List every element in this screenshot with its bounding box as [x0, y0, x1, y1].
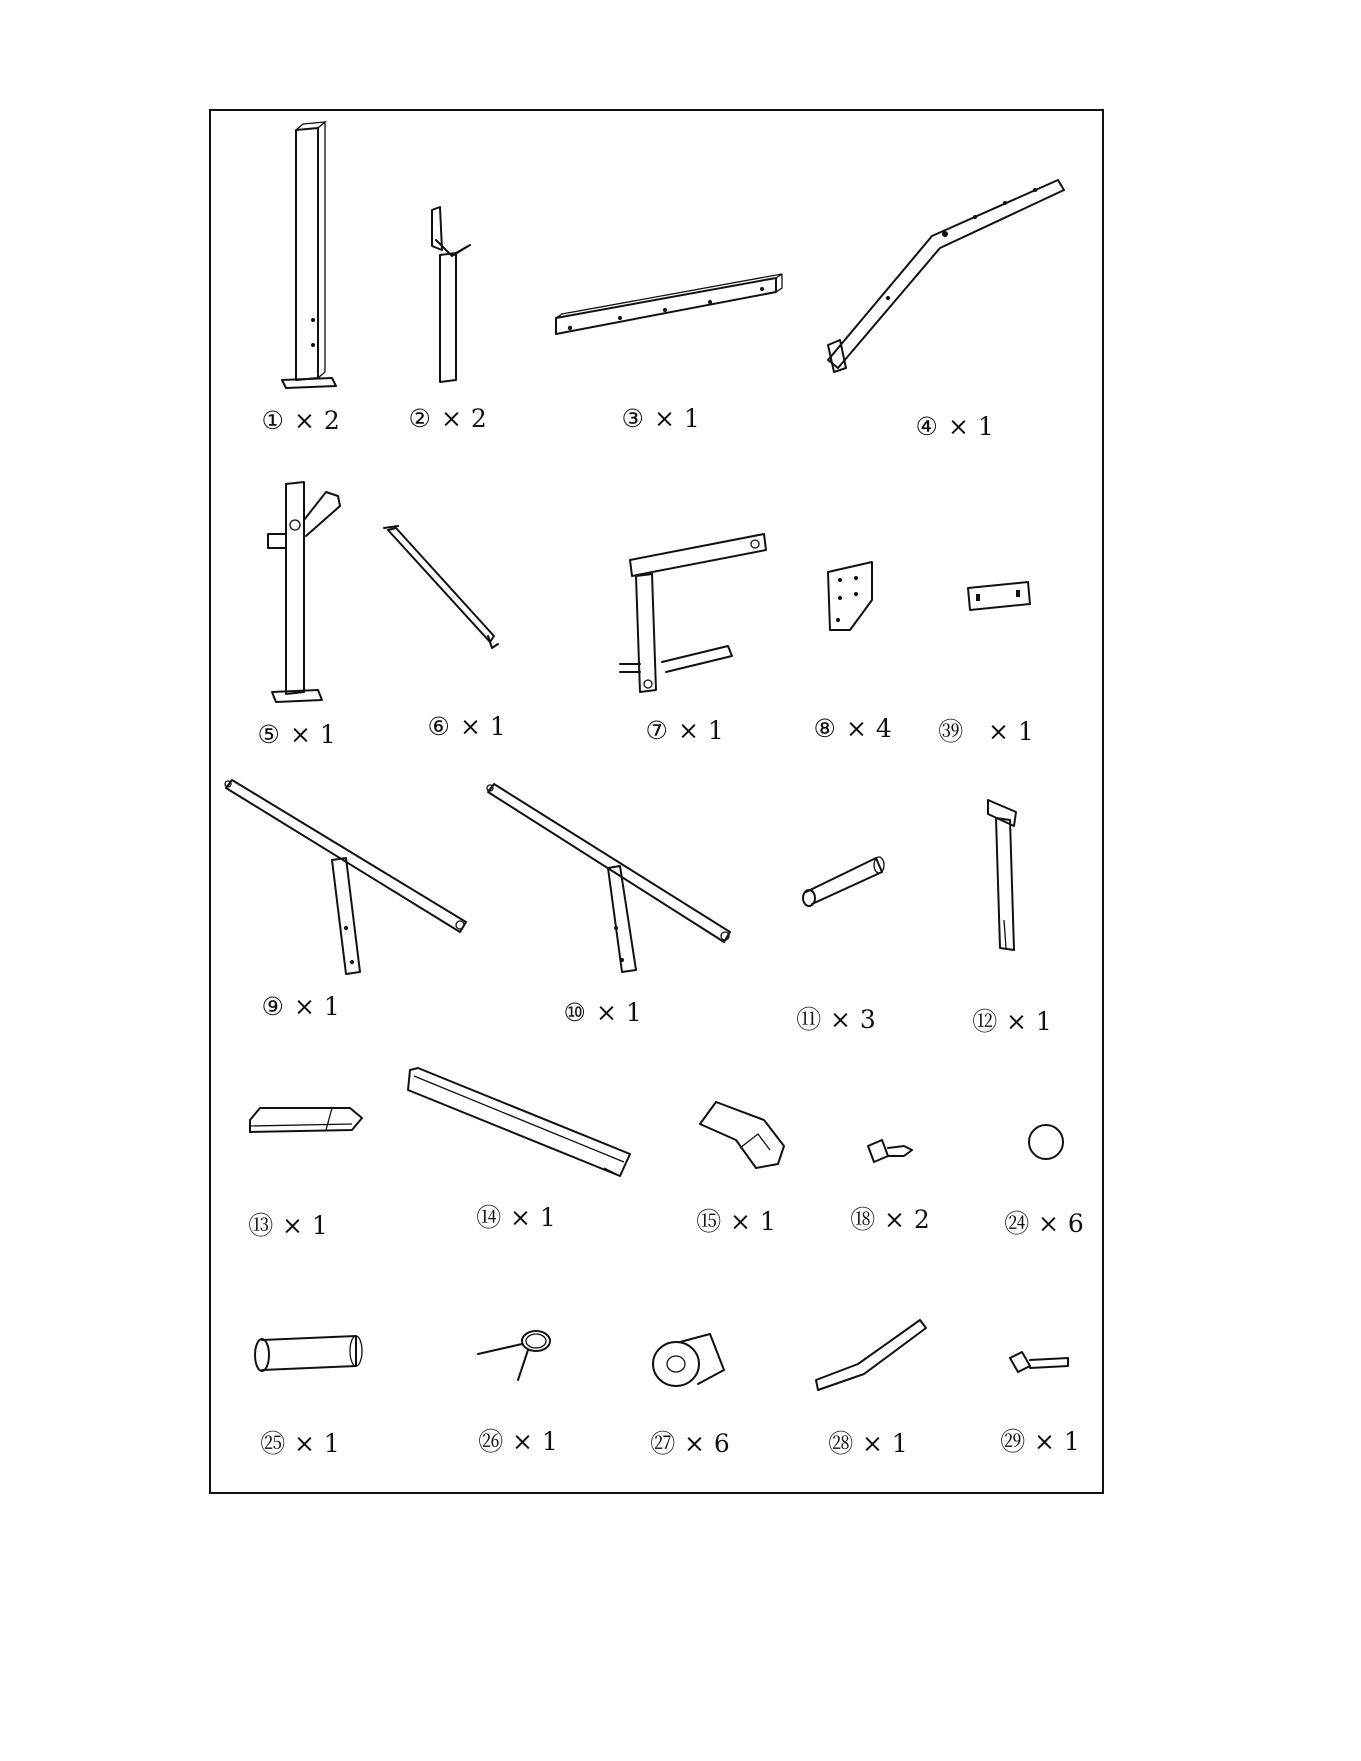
- part-6-support-rod: [384, 526, 498, 648]
- part-number: ㊴: [938, 717, 964, 746]
- part-number: ㉙: [1000, 1427, 1026, 1456]
- part-24-end-cap: [1029, 1125, 1063, 1159]
- part-number: ⑤: [257, 720, 281, 749]
- part-29-label: [998, 1422, 1080, 1458]
- part-24-label: [1002, 1204, 1084, 1240]
- part-quantity: × 2: [441, 404, 488, 433]
- part-3-crossbar: [556, 274, 782, 334]
- part-1-label: [258, 406, 340, 435]
- part-9-label: [258, 992, 340, 1021]
- part-quantity: × 3: [830, 1005, 877, 1034]
- part-10-t-frame: [487, 784, 730, 972]
- part-27-roller: [653, 1334, 724, 1386]
- part-number: ⑥: [427, 712, 451, 741]
- part-25-sleeve: [255, 1336, 362, 1371]
- part-number: ㉘: [828, 1429, 854, 1458]
- part-27-label: [648, 1424, 730, 1460]
- part-number: ㉔: [1004, 1209, 1030, 1238]
- part-4-label: [912, 412, 994, 441]
- part-14-label: [474, 1198, 556, 1234]
- part-quantity: × 6: [1038, 1209, 1085, 1238]
- part-5-label: [254, 720, 336, 749]
- part-13-label: [246, 1206, 328, 1242]
- part-quantity: × 1: [294, 992, 341, 1021]
- part-number: ②: [408, 404, 432, 433]
- part-12-label: [970, 1002, 1052, 1038]
- part-quantity: × 1: [282, 1211, 329, 1240]
- part-quantity: × 1: [596, 998, 643, 1027]
- part-quantity: × 1: [510, 1203, 557, 1232]
- part-quantity: × 1: [1006, 1007, 1053, 1036]
- part-quantity: × 1: [948, 412, 995, 441]
- part-2-label: [405, 404, 487, 433]
- part-quantity: × 1: [988, 717, 1035, 746]
- part-quantity: × 1: [678, 716, 725, 745]
- part-number: ㉗: [650, 1429, 676, 1458]
- part-26-label: [476, 1422, 558, 1458]
- part-quantity: × 2: [294, 406, 341, 435]
- part-11-label: [794, 1000, 876, 1036]
- part-15-label: [694, 1202, 776, 1238]
- part-quantity: × 4: [846, 714, 893, 743]
- part-3-label: [618, 404, 700, 433]
- part-9-t-frame: [225, 780, 466, 974]
- part-quantity: × 6: [684, 1429, 731, 1458]
- part-18-label: [848, 1200, 930, 1236]
- part-number: ⑨: [261, 992, 285, 1021]
- part-25-label: [258, 1424, 340, 1460]
- part-number: ⑪: [796, 1005, 822, 1034]
- part-4-angled-frame: [828, 180, 1064, 372]
- part-29-small-knob: [1010, 1352, 1068, 1372]
- part-number: ⑬: [248, 1211, 274, 1240]
- part-number: ⑱: [850, 1205, 876, 1234]
- part-number: ⑦: [645, 716, 669, 745]
- part-7-label: [642, 716, 724, 745]
- part-18-knob: [868, 1140, 912, 1162]
- part-1-upright-post: [282, 122, 336, 388]
- part-26-spring-clip: [478, 1331, 550, 1380]
- part-15-curved-pad: [700, 1102, 784, 1168]
- part-quantity: × 1: [294, 1429, 341, 1458]
- part-39-small-plate: [968, 582, 1030, 610]
- part-28-label: [826, 1424, 908, 1460]
- part-number: ⑮: [696, 1207, 722, 1236]
- part-quantity: × 1: [460, 712, 507, 741]
- part-12-vertical-bracket: [988, 800, 1016, 950]
- part-number: ⑭: [476, 1203, 502, 1232]
- part-quantity: × 1: [654, 404, 701, 433]
- part-2-bracket-post: [432, 207, 470, 382]
- part-8-label: [810, 714, 892, 743]
- part-39-label: [936, 712, 1034, 748]
- part-quantity: × 1: [730, 1207, 777, 1236]
- part-8-gusset-plate: [828, 562, 872, 630]
- part-5-post-with-tabs: [268, 482, 340, 702]
- part-quantity: × 1: [512, 1427, 559, 1456]
- part-11-short-tube: [803, 857, 884, 906]
- part-28-curved-tube: [816, 1320, 926, 1390]
- part-14-back-pad: [408, 1068, 630, 1176]
- part-quantity: × 2: [884, 1205, 931, 1234]
- part-7-l-frame: [620, 534, 766, 692]
- part-number: ⑧: [813, 714, 837, 743]
- part-quantity: × 1: [1034, 1427, 1081, 1456]
- part-number: ㉖: [478, 1427, 504, 1456]
- part-6-label: [424, 712, 506, 741]
- part-quantity: × 1: [862, 1429, 909, 1458]
- part-number: ⑩: [563, 998, 587, 1027]
- part-quantity: × 1: [290, 720, 337, 749]
- part-number: ㉕: [260, 1429, 286, 1458]
- part-number: ①: [261, 406, 285, 435]
- part-number: ④: [915, 412, 939, 441]
- part-number: ⑫: [972, 1007, 998, 1036]
- part-number: ③: [621, 404, 645, 433]
- part-13-seat-pad: [250, 1108, 362, 1132]
- part-10-label: [560, 998, 642, 1027]
